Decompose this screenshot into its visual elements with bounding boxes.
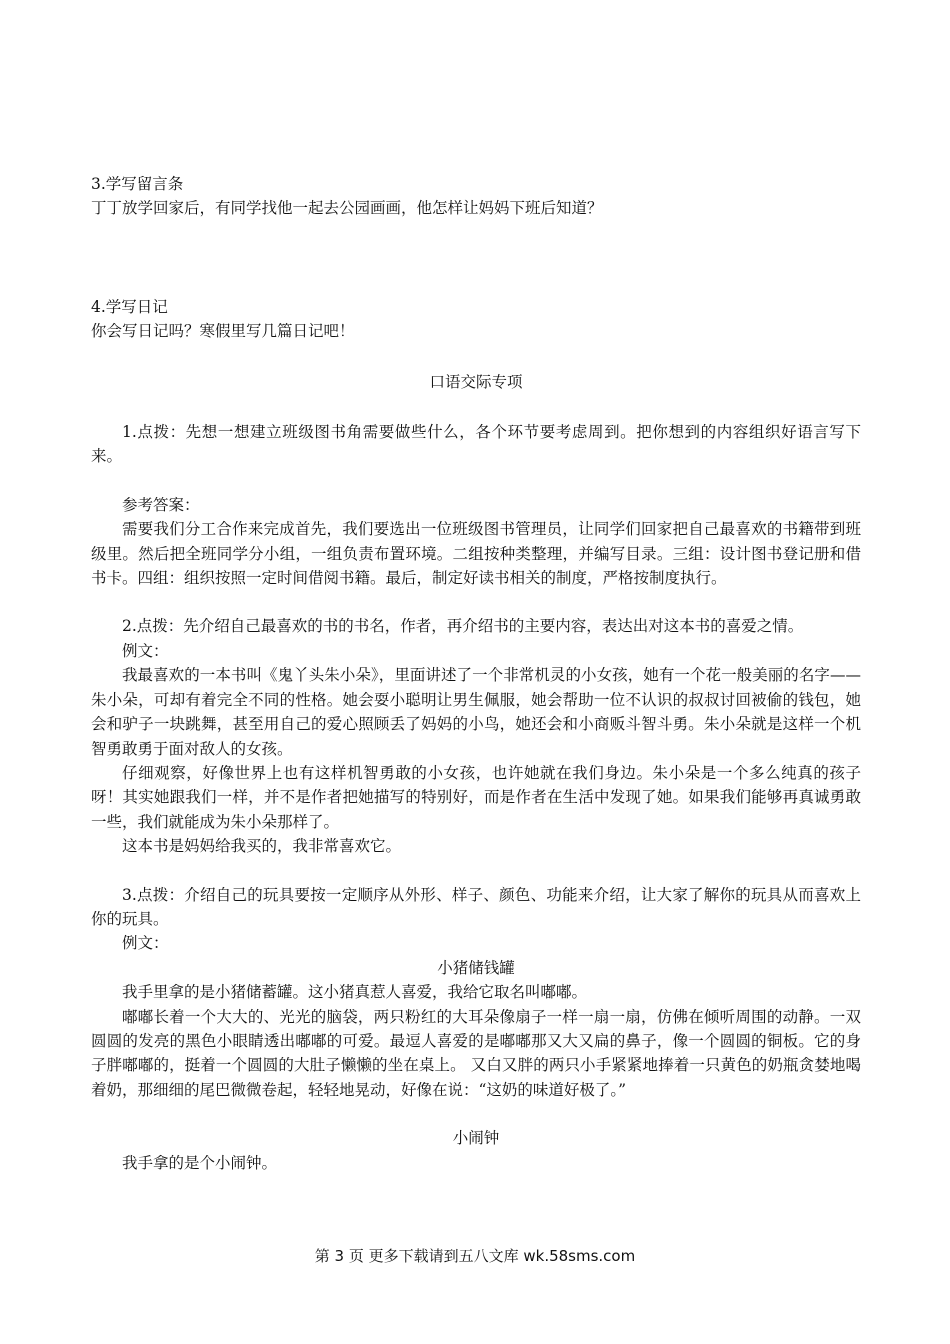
item1-tip: 1.点拨：先想一想建立班级图书角需要做些什么，各个环节要考虑周到。把你想到的内容组织好语言写下来。 xyxy=(91,423,861,466)
item2-example-label: 例文： xyxy=(122,641,169,660)
essay2-first-line: 我手拿的是个小闹钟。 xyxy=(122,1153,278,1172)
item2-paragraph: 仔细观察，好像世界上也有这样机智勇敢的小女孩，也许她就在我们身边。朱小朵是一个多么纯真的孩子呀！其实她跟我们一样，并不是作者把她描写的特别好，而是作者在生活中发现了她。如果我们能够再真诚勇敢一些，我们就能成为朱小朵那样了。 xyxy=(91,763,861,831)
page-footer: 第 3 页 更多下载请到五八文库 wk.58sms.com xyxy=(314,1247,636,1265)
spacer xyxy=(91,1102,861,1126)
spacer xyxy=(91,590,861,614)
section3-heading: 3.学写留言条 xyxy=(91,175,184,193)
item2-paragraph: 这本书是妈妈给我买的，我非常喜欢它。 xyxy=(122,837,402,856)
spacer xyxy=(91,469,861,493)
item2-paragraph: 我最喜欢的一本书叫《鬼丫头朱小朵》，里面讲述了一个非常机灵的小女孩，她有一个花一般美丽的名字——朱小朵，可却有着完全不同的性格。她会耍小聪明让男生佩服，她会帮助一位不认识的叔叔讨回被偷的钱包，她会和驴子一块跳舞，甚至用自己的爱心照顾丢了妈妈的小鸟，她还会和小商贩斗智斗勇。朱小朵就是这样一个机智勇敢勇于面对敌人的女孩。 xyxy=(91,666,861,758)
essay1-paragraph: 我手里拿的是小猪储蓄罐。这小猪真惹人喜爱，我给它取名叫嘟嘟。 xyxy=(122,983,588,1002)
essay2-title: 小闹钟 xyxy=(452,1129,500,1148)
spacer xyxy=(91,344,861,370)
item2-tip: 2.点拨：先介绍自己最喜欢的书的书名，作者，再介绍书的主要内容，表达出对这本书的喜爱之情。 xyxy=(122,617,804,636)
section4-prompt: 你会写日记吗？寒假里写几篇日记吧！ xyxy=(91,322,355,341)
spacer xyxy=(91,221,861,295)
section4-heading: 4.学写日记 xyxy=(91,297,168,316)
oral-section-title: 口语交际专项 xyxy=(429,372,523,391)
item3-example-label: 例文： xyxy=(122,934,169,953)
item1-answer-label: 参考答案： xyxy=(122,495,200,514)
item3-tip: 3.点拨：介绍自己的玩具要按一定顺序从外形、样子、颜色、功能来介绍，让大家了解你的玩具从而喜欢上你的玩具。 xyxy=(91,885,861,928)
section3-prompt: 丁丁放学回家后，有同学找他一起去公园画画，他怎样让妈妈下班后知道？ xyxy=(91,199,603,218)
spacer xyxy=(91,394,861,420)
item1-answer: 需要我们分工合作来完成首先，我们要选出一位班级图书管理员，让同学们回家把自己最喜欢的书籍带到班级里。然后把全班同学分小组，一组负责布置环境。二组按种类整理，并编写目录。三组：设计图书登记册和借书卡。四组：组织按照一定时间借阅书籍。最后，制定好读书相关的制度，严格按制度执行。 xyxy=(91,520,861,588)
essay1-paragraph: 嘟嘟长着一个大大的、光光的脑袋，两只粉红的大耳朵像扇子一样一扇一扇，仿佛在倾听周围的动静。一双圆圆的发亮的黑色小眼睛透出嘟嘟的可爱。最逗人喜爱的是嘟嘟那又大又扁的鼻子，像一个圆圆的铜板。它的身子胖嘟嘟的，挺着一个圆圆的大肚子懒懒的坐在桌上。 又白又胖的两只小手紧紧地捧着一只黄色的奶瓶贪婪地喝着奶，那细细的尾巴微微卷起，轻轻地晃动，好像在说：“这奶的味道好极了。” xyxy=(91,1007,861,1099)
essay1-title: 小猪储钱罐 xyxy=(437,958,515,977)
spacer xyxy=(91,859,861,883)
document-page xyxy=(91,172,861,1175)
